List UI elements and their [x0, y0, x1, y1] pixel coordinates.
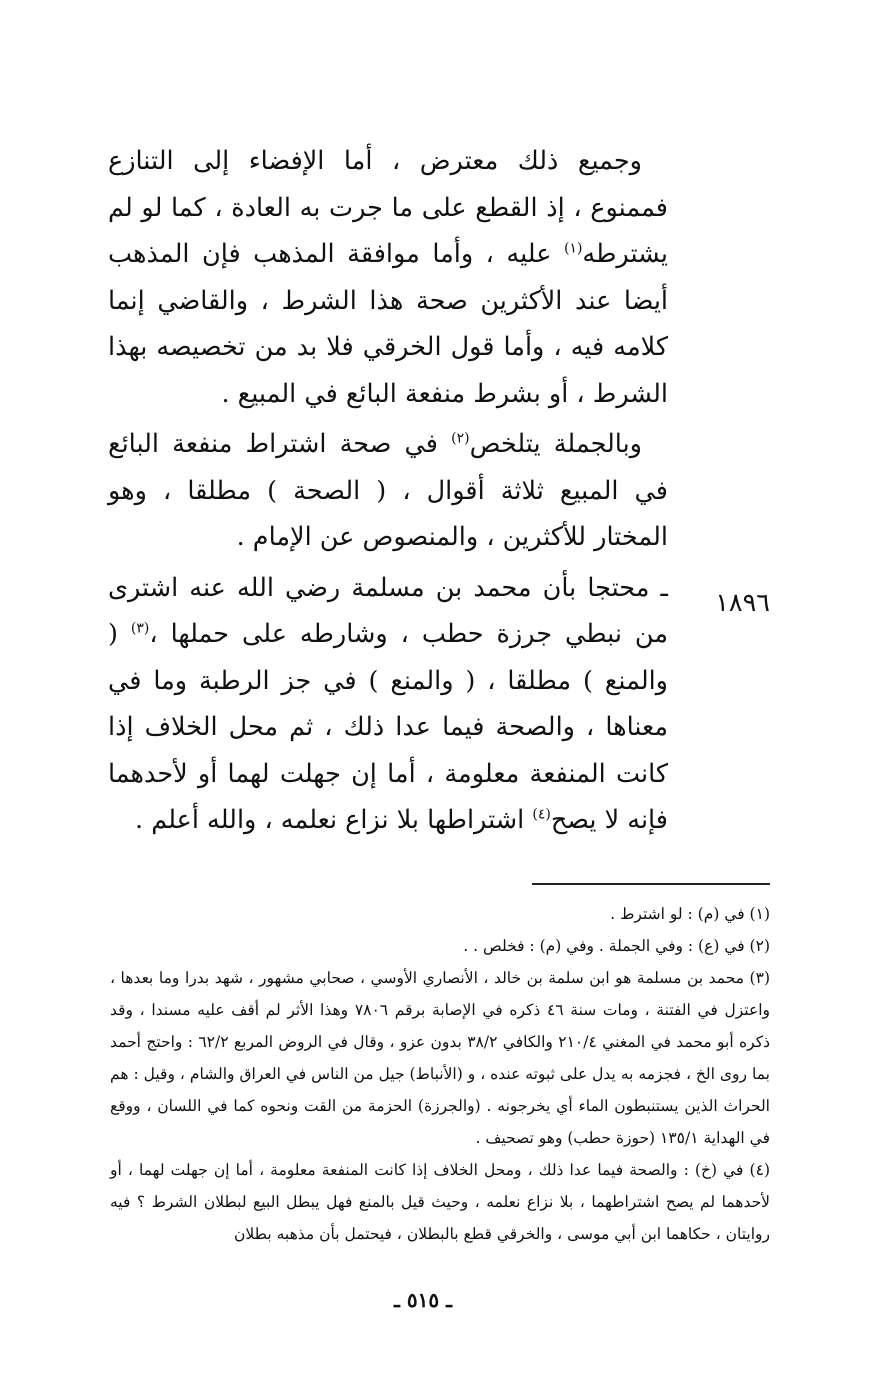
page-number: ـ ٥١٥ ـ — [394, 1288, 452, 1312]
footnote-marker-3: (٣) — [130, 620, 150, 637]
paragraph-3-text-c: اشتراطها بلا نزاع نعلمه ، والله أعلم . — [135, 805, 533, 835]
footnote-marker-2: (٢) — [451, 430, 470, 447]
footnote-1: (١) في (م) : لو اشترط . — [610, 905, 770, 923]
hadith-reference-number: ١٨٩٦ — [715, 588, 770, 618]
footnote-separator — [532, 883, 770, 885]
paragraph-3 — [108, 565, 668, 844]
main-text-body — [108, 138, 668, 844]
footnote-marker-4: (٤) — [532, 806, 551, 823]
paragraph-3-text-b: ( والمنع ) مطلقا ، ( والمنع ) في جز الرطبة وما في معناها ، والصحة فيما عدا ذلك ، ثم محل الخلاف إذا كانت المنفعة معلومة ، أما إن جهلت لهما أو لأحدهما فإنه لا يصح — [108, 619, 668, 835]
footnote-marker-1: (١) — [563, 240, 583, 257]
paragraph-2 — [108, 421, 668, 561]
footnote-3: (٣) محمد بن مسلمة هو ابن سلمة بن خالد ، الأنصاري الأوسي ، صحابي مشهور ، شهد بدرا وما بعدها ، واعتزل في الفتنة ، ومات سنة ٤٦ ذكره في الإصابة برقم ٧٨٠٦ وهذا الأثر لم أقف عليه مسندا ، وقد ذكره أبو محمد في المغني ٢١٠/٤ والكافي ٣٨/٢ بدون عزو ، وقال في الروض المربع ٦٢/٢ : واحتج أحمد بما روى الخ ، فجزمه به يدل على ثبوته عنده ، و (الأنباط) جيل من الناس في العراق والشام ، وقيل : هم الحراث الذين يستنبطون الماء أي يخرجونه . (والجرزة) الحزمة من القت ونحوه كما في اللسان ، ووقع في الهداية ١٣٥/١ (حوزة حطب) وهو تصحيف . — [110, 969, 770, 1147]
paragraph-1 — [108, 138, 668, 417]
paragraph-1-text-a: وجميع ذلك معترض ، أما الإفضاء إلى التنازع فممنوع ، إذ القطع على ما جرت به العادة ، كما لو لم يشترطه — [108, 146, 668, 269]
paragraph-2-text-b: في صحة اشتراط منفعة البائع في المبيع ثلاثة أقوال ، ( الصحة ) مطلقا ، وهو المختار للأكثرين ، والمنصوص عن الإمام . — [108, 429, 668, 552]
paragraph-1-text-b: عليه ، وأما موافقة المذهب فإن المذهب أيضا عند الأكثرين صحة هذا الشرط ، والقاضي إنما كلامه فيه ، وأما قول الخرقي فلا بد من تخصيصه بهذا الشرط ، أو بشرط منفعة البائع في المبيع . — [108, 239, 668, 409]
footnote-2: (٢) في (ع) : وفي الجملة . وفي (م) : فخلص . . — [463, 937, 770, 955]
footnotes-section — [110, 898, 770, 1250]
paragraph-3-text-a: ـ محتجا بأن محمد بن مسلمة رضي الله عنه اشترى من نبطي جرزة حطب ، وشارطه على حملها ، — [108, 572, 668, 649]
footnote-4: (٤) في (خ) : والصحة فيما عدا ذلك ، ومحل الخلاف إذا كانت المنفعة معلومة ، أما إن جهلت لهما ، أو لأحدهما لم يصح اشتراطهما ، بلا نزاع نعلمه ، وحيث قيل بالمنع فهل يبطل البيع لبطلان الشرط ؟ فيه روايتان ، حكاهما ابن أبي موسى ، والخرقي قطع بالبطلان ، فيحتمل بأن مذهبه بطلان — [110, 1161, 770, 1243]
paragraph-2-text-a: وبالجملة يتلخص — [469, 429, 642, 459]
